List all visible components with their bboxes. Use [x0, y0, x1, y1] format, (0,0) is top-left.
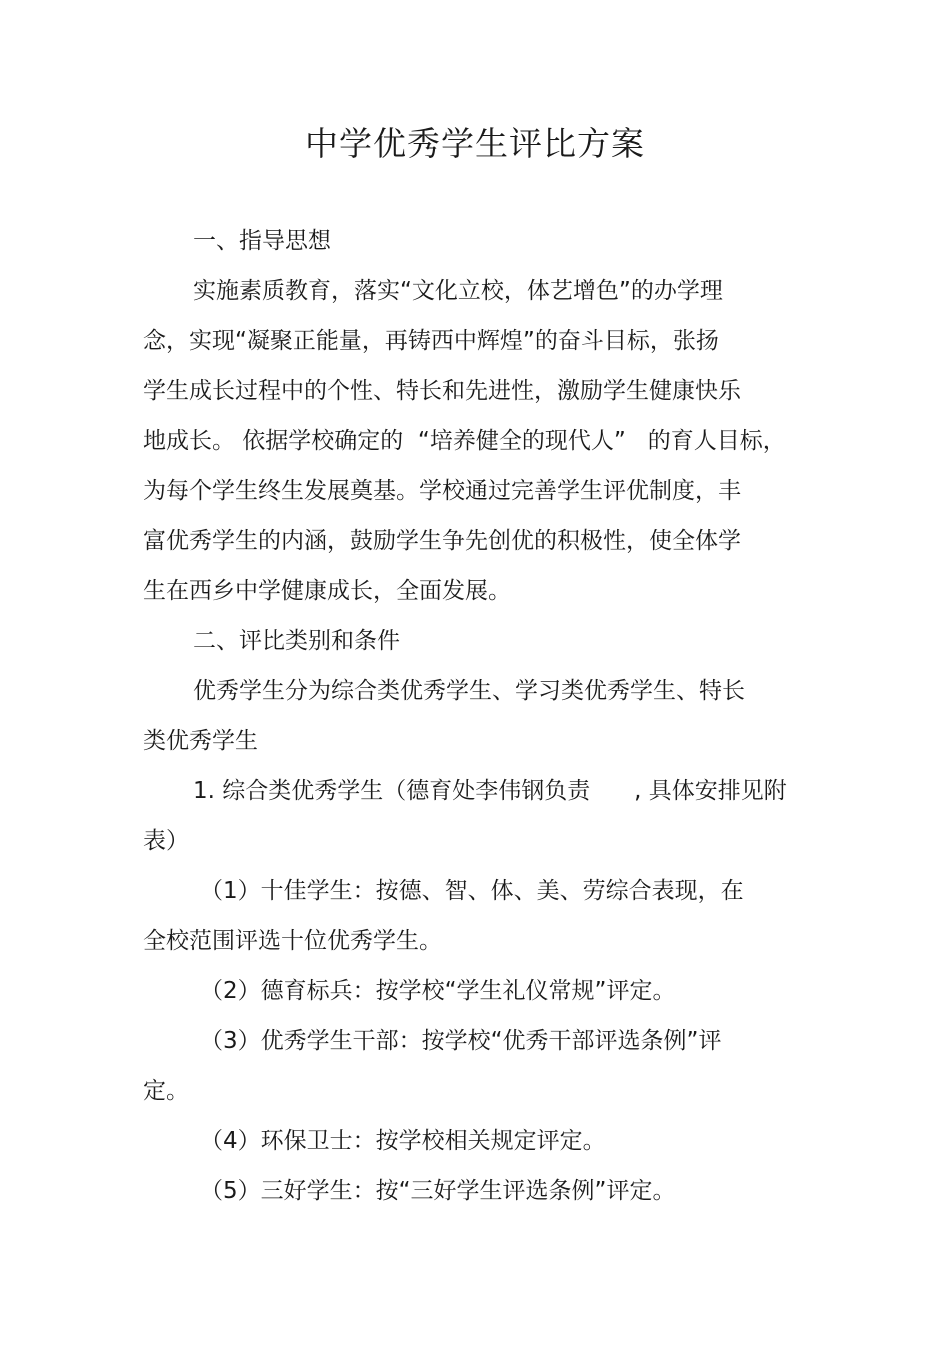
paragraph-line: 地成长。 依据学校确定的 “培养健全的现代人” 的育人目标， [143, 428, 786, 454]
list-item: （3）优秀学生干部：按学校“优秀干部评选条例”评 [200, 1028, 722, 1054]
list-item: （1）十佳学生：按德、智、体、美、劳综合表现，在 [200, 878, 744, 904]
paragraph-line: 实施素质教育，落实“文化立校，体艺增色”的办学理 [193, 278, 723, 304]
paragraph-line: 学生成长过程中的个性、特长和先进性，激励学生健康快乐 [143, 378, 741, 404]
paragraph-line: 念，实现“凝聚正能量，再铸西中辉煌”的奋斗目标，张扬 [143, 328, 719, 354]
paragraph-line: 为每个学生终生发展奠基。学校通过完善学生评优制度，丰 [143, 478, 741, 504]
paragraph-line: 富优秀学生的内涵，鼓励学生争先创优的积极性，使全体学 [143, 528, 741, 554]
section-heading-categories: 二、评比类别和条件 [193, 628, 400, 654]
paragraph-line: 定。 [143, 1078, 189, 1104]
document-title: 中学优秀学生评比方案 [305, 124, 645, 163]
paragraph-line: 生在西乡中学健康成长，全面发展。 [143, 578, 511, 604]
subheading-comprehensive: 1. 综合类优秀学生（德育处李伟钢负责 , 具体安排见附 [193, 778, 787, 804]
paragraph-line: 表） [143, 828, 189, 854]
list-item: （4）环保卫士：按学校相关规定评定。 [200, 1128, 606, 1154]
paragraph-line: 类优秀学生 [143, 728, 258, 754]
section-heading-guiding-ideology: 一、指导思想 [193, 228, 331, 254]
paragraph-line: 全校范围评选十位优秀学生。 [143, 928, 442, 954]
list-item: （5）三好学生：按“三好学生评选条例”评定。 [200, 1178, 676, 1204]
list-item: （2）德育标兵：按学校“学生礼仪常规”评定。 [200, 978, 676, 1004]
paragraph-line: 优秀学生分为综合类优秀学生、学习类优秀学生、特长 [193, 678, 745, 704]
